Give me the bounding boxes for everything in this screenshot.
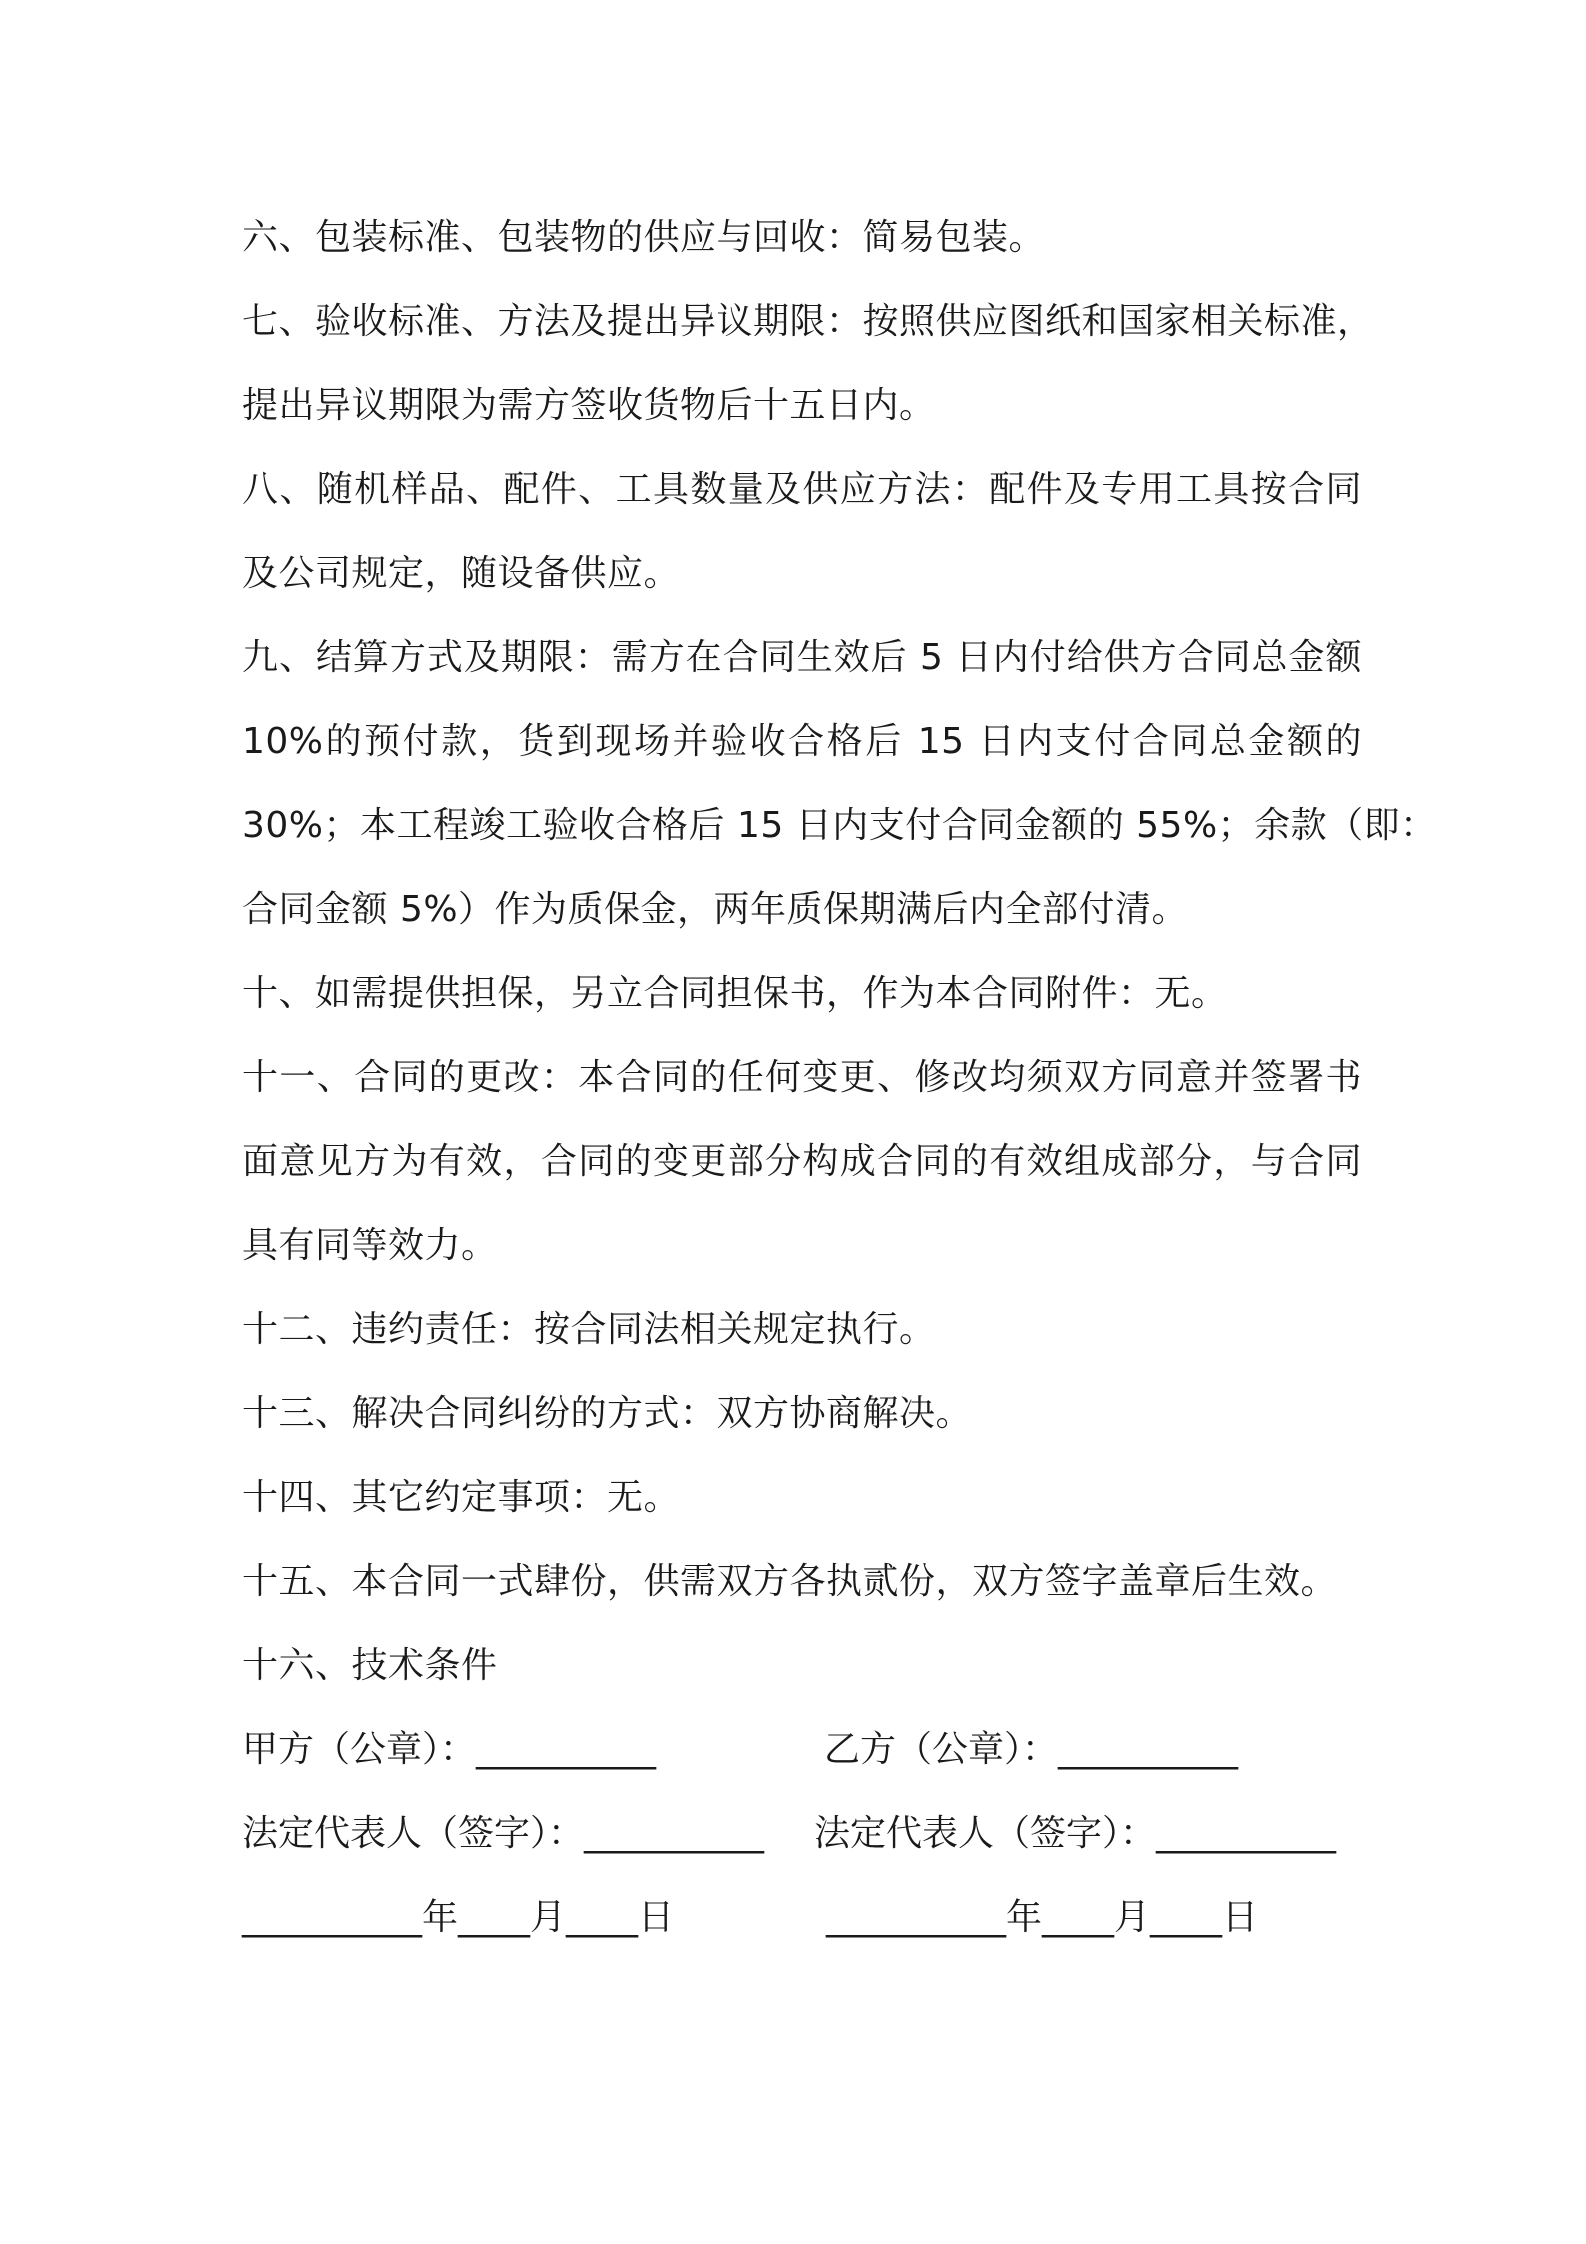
clause-6-packaging: 六、包装标准、包装物的供应与回收：简易包装。 bbox=[242, 217, 1046, 258]
clause-9-settlement-line-2: 10%的预付款，货到现场并验收合格后 15 日内支付合同总金额的 bbox=[242, 721, 1362, 762]
clause-11-amendment-line-2: 面意见方为有效，合同的变更部分构成合同的有效组成部分，与合同 bbox=[242, 1141, 1362, 1182]
clause-12-liability: 十二、违约责任：按合同法相关规定执行。 bbox=[242, 1309, 936, 1350]
clause-8-accessories-line-2: 及公司规定，随设备供应。 bbox=[242, 553, 681, 594]
clause-16-technical: 十六、技术条件 bbox=[242, 1645, 498, 1686]
clause-13-dispute: 十三、解决合同纠纷的方式：双方协商解决。 bbox=[242, 1393, 973, 1434]
party-a-seal-field: 甲方（公章）：__________ bbox=[242, 1729, 657, 1770]
clause-10-guarantee: 十、如需提供担保，另立合同担保书，作为本合同附件：无。 bbox=[242, 973, 1228, 1014]
clause-8-accessories-line-1: 八、随机样品、配件、工具数量及供应方法：配件及专用工具按合同 bbox=[242, 469, 1362, 510]
clause-9-settlement-line-4: 合同金额 5%）作为质保金，两年质保期满后内全部付清。 bbox=[242, 889, 1189, 930]
clause-15-copies: 十五、本合同一式肆份，供需双方各执贰份，双方签字盖章后生效。 bbox=[242, 1561, 1338, 1602]
clause-11-amendment-line-3: 具有同等效力。 bbox=[242, 1225, 498, 1266]
clause-7-acceptance-line-2: 提出异议期限为需方签收货物后十五日内。 bbox=[242, 385, 936, 426]
clause-9-settlement-line-1: 九、结算方式及期限：需方在合同生效后 5 日内付给供方合同总金额 bbox=[242, 637, 1362, 678]
clause-11-amendment-line-1: 十一、合同的更改：本合同的任何变更、修改均须双方同意并签署书 bbox=[242, 1057, 1362, 1098]
clause-9-settlement-line-3: 30%；本工程竣工验收合格后 15 日内支付合同金额的 55%；余款（即： bbox=[242, 805, 1437, 846]
party-b-date-field: __________年____月____日 bbox=[826, 1897, 1258, 1938]
clause-7-acceptance-line-1: 七、验收标准、方法及提出异议期限：按照供应图纸和国家相关标准， bbox=[242, 301, 1374, 342]
signature-representative-row bbox=[242, 1792, 1362, 1876]
party-b-seal-field: 乙方（公章）：__________ bbox=[824, 1729, 1239, 1770]
signature-date-row bbox=[242, 1876, 1362, 1960]
document-body bbox=[242, 196, 1437, 1960]
party-a-date-field: __________年____月____日 bbox=[242, 1897, 674, 1938]
signature-seal-row bbox=[242, 1708, 1362, 1792]
party-a-representative-field: 法定代表人（签字）：__________ bbox=[242, 1813, 765, 1854]
clause-14-other: 十四、其它约定事项：无。 bbox=[242, 1477, 681, 1518]
party-b-representative-field: 法定代表人（签字）：__________ bbox=[814, 1813, 1337, 1854]
